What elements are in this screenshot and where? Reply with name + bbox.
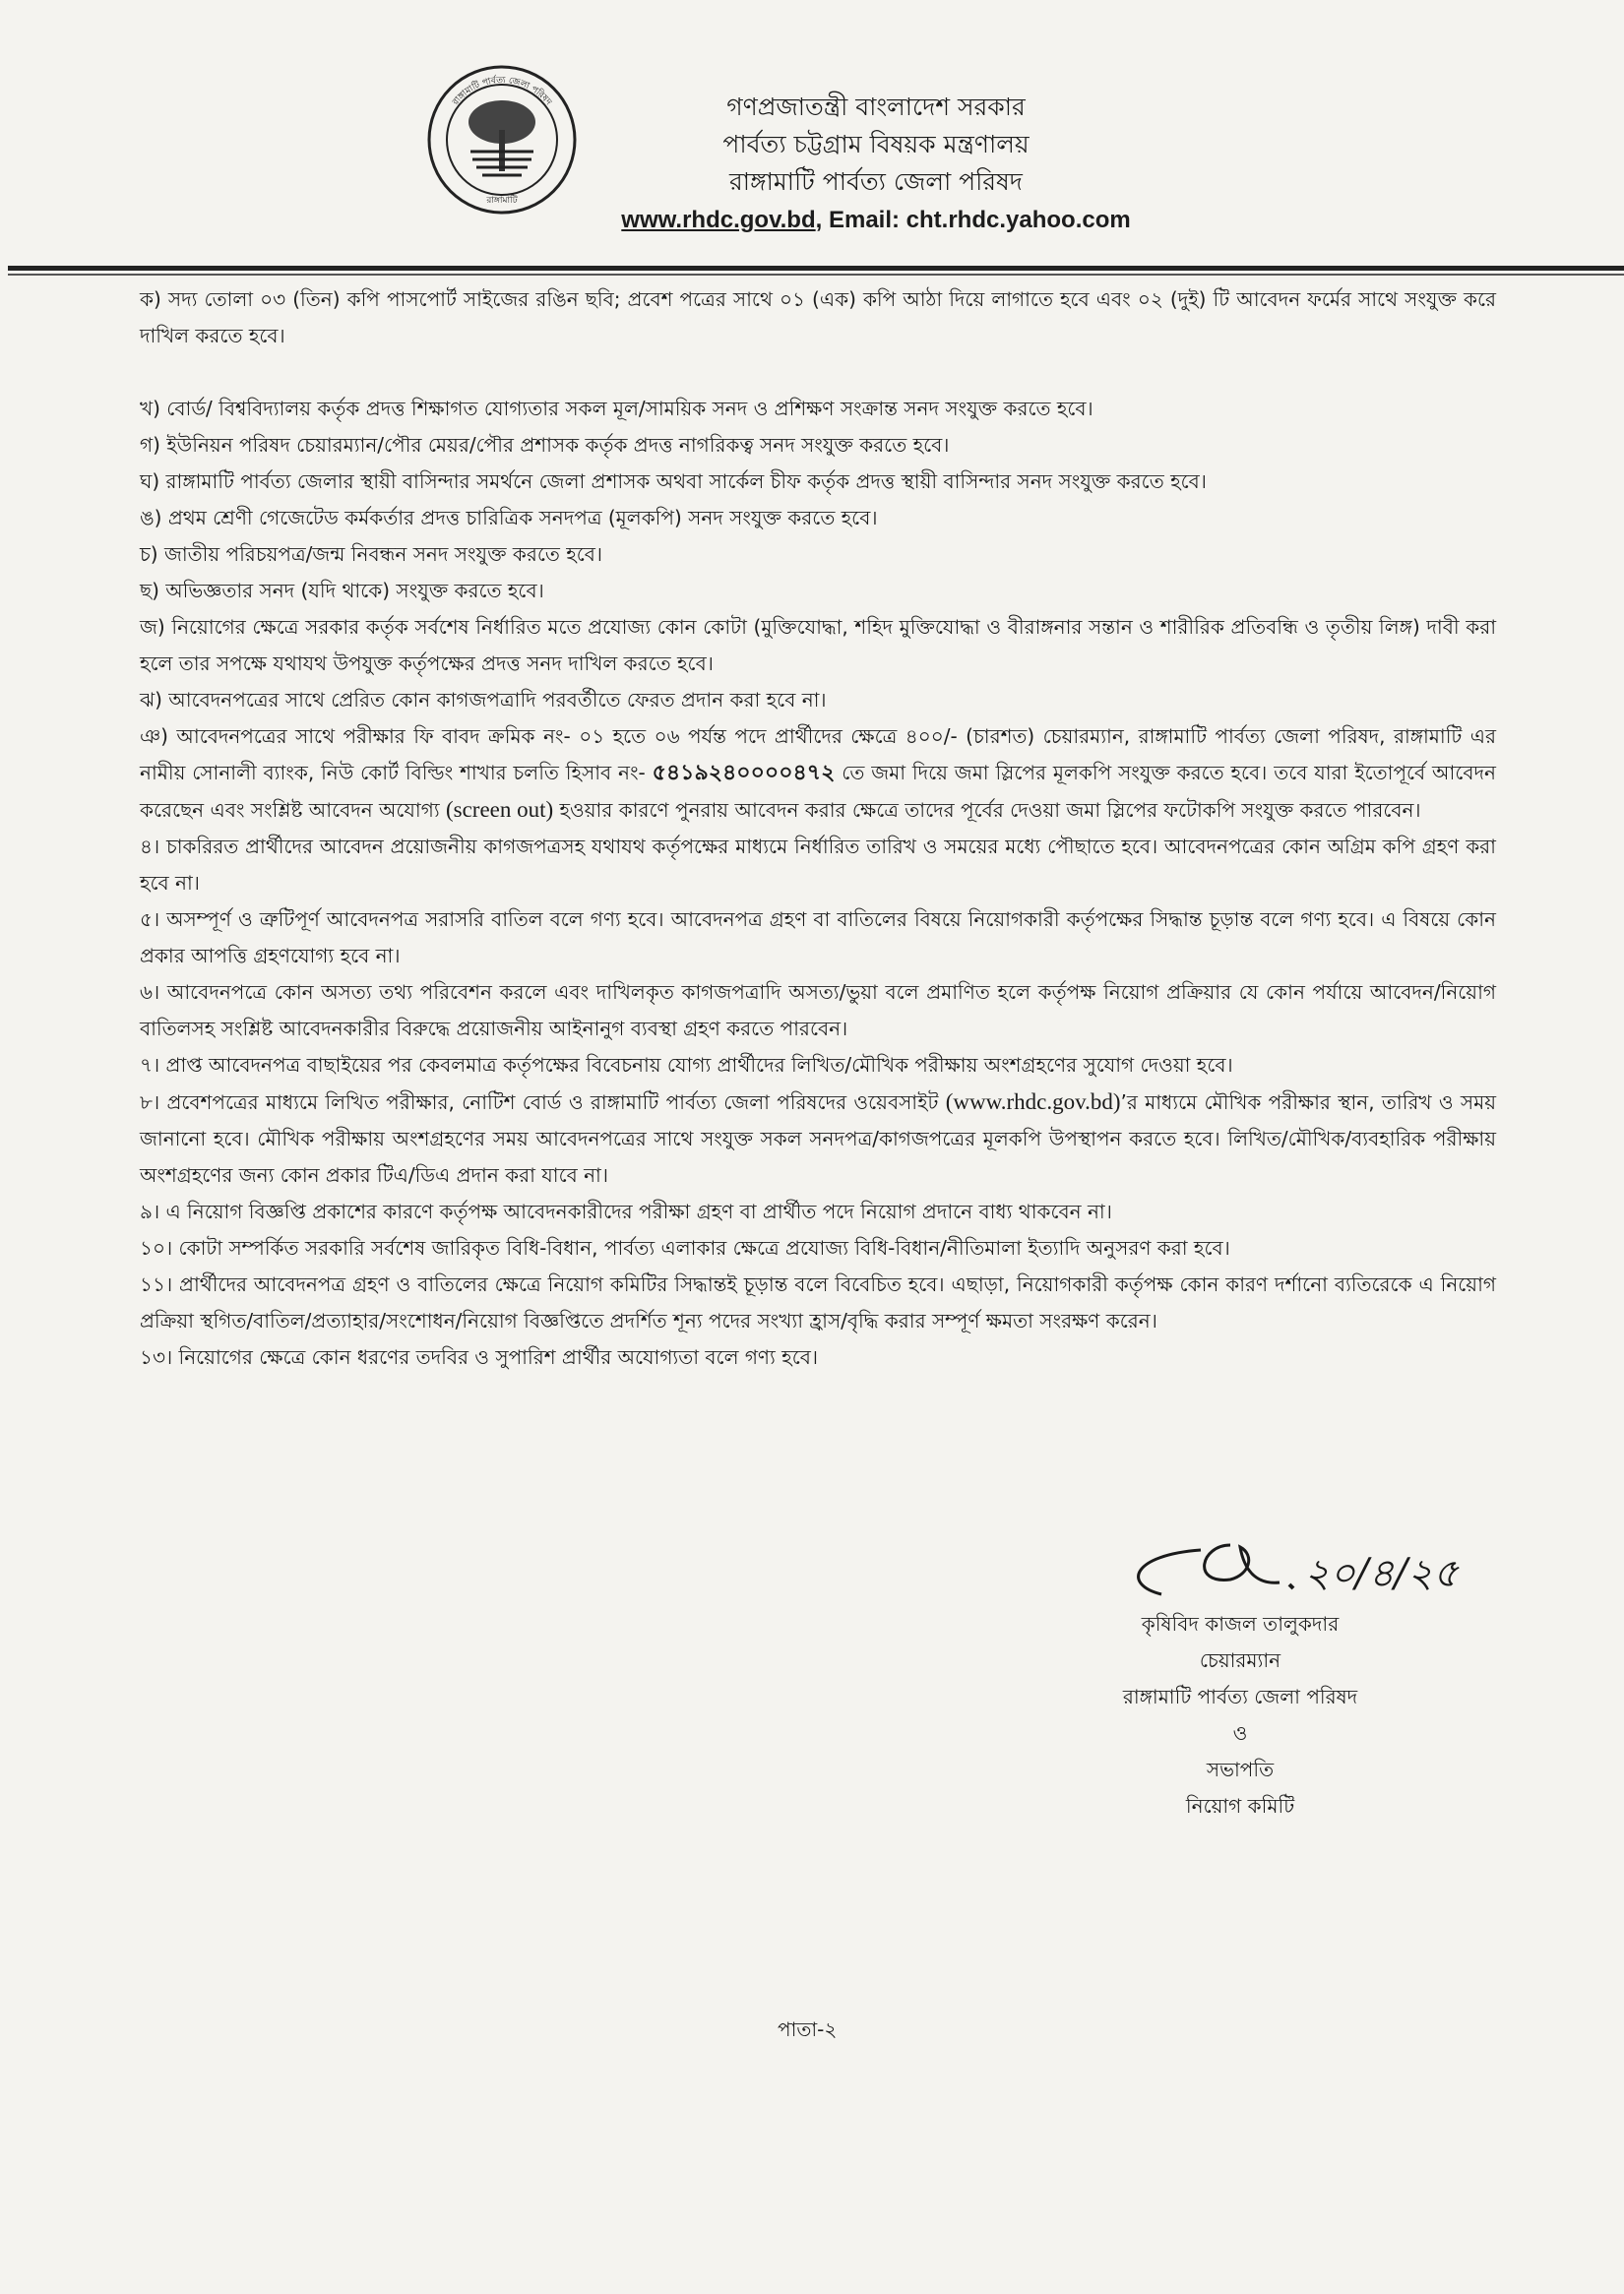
signatory-committee: নিয়োগ কমিটি (1185, 1794, 1295, 1818)
document-body (140, 281, 1496, 1376)
point-11: ১১। প্রার্থীদের আবেদনপত্র গ্রহণ ও বাতিলের ক্ষেত্রে নিয়োগ কমিটির সিদ্ধান্তই চূড়ান্ত বলে বিবেচিত হবে। এছাড়া, নিয়োগকারী কর্তৃপক্ষ কোন কারণ দর্শানো ব্যতিরেকে এ নিয়োগ প্রক্রিয়া স্থগিত/বাতিল/প্রত্যাহার/সংশোধন/নিয়োগ বিজ্ঞপ্তিতে প্রদর্শিত শূন্য পদের সংখ্যা হ্রাস/বৃদ্ধি করার সম্পূর্ণ ক্ষমতা সংরক্ষণ করেন। (140, 1272, 1496, 1333)
signatory-role: সভাপতি (1206, 1758, 1275, 1781)
letterhead (600, 89, 1152, 240)
signatory-block (1033, 1606, 1447, 1825)
council-logo (423, 61, 581, 218)
page-number: পাতা-২ (778, 2017, 838, 2041)
svg-text:রাঙ্গামাটি পার্বত্য জেলা পরিষদ: রাঙ্গামাটি পার্বত্য জেলা পরিষদ (451, 75, 553, 108)
point-13: ১৩। নিয়োগের ক্ষেত্রে কোন ধরণের তদবির ও সুপারিশ প্রার্থীর অযোগ্যতা বলে গণ্য হবে। (140, 1345, 819, 1369)
point-5: ৫। অসম্পূর্ণ ও ত্রুটিপূর্ণ আবেদনপত্র সরাসরি বাতিল বলে গণ্য হবে। আবেদনপত্র গ্রহণ বা বাতিলের বিষয়ে নিয়োগকারী কর্তৃপক্ষের সিদ্ধান্ত চূড়ান্ত বলে গণ্য হবে। এ বিষয়ে কোন প্রকার আপত্তি গ্রহণযোগ্য হবে না। (140, 907, 1496, 967)
item-ga: গ) ইউনিয়ন পরিষদ চেয়ারম্যান/পৌর মেয়র/পৌর প্রশাসক কর্তৃক প্রদত্ত নাগরিকত্ব সনদ সংযুক্ত করতে হবে। (140, 433, 950, 457)
item-umo: ঙ) প্রথম শ্রেণী গেজেটেড কর্মকর্তার প্রদত্ত চারিত্রিক সনদপত্র (মূলকপি) সনদ সংযুক্ত করতে হবে। (140, 506, 878, 529)
signatory-name: কৃষিবিদ কাজল তালুকদার (1141, 1612, 1340, 1636)
item-ja: জ) নিয়োগের ক্ষেত্রে সরকার কর্তৃক সর্বশেষ নির্ধারিত মতে প্রযোজ্য কোন কোটা (মুক্তিযোদ্ধা, শহিদ মুক্তিযোদ্ধা ও বীরাঙ্গনার সন্তান ও শারীরিক প্রতিবন্ধি ও তৃতীয় লিঙ্গ) দাবী করা হলে তার সপক্ষে যথাযথ উপযুক্ত কর্তৃপক্ষের প্রদত্ত সনদ দাখিল করতে হবে। (140, 615, 1496, 675)
point-6: ৬। আবেদনপত্রে কোন অসত্য তথ্য পরিবেশন করলে এবং দাখিলকৃত কাগজপত্রাদি অসত্য/ভুয়া বলে প্রমাণিত হলে কর্তৃপক্ষ নিয়োগ প্রক্রিয়ার যে কোন পর্যায়ে আবেদন/নিয়োগ বাতিলসহ সংশ্লিষ্ট আবেদনকারীর বিরুদ্ধে প্রয়োজনীয় আইনানুগ ব্যবস্থা গ্রহণ করতে পারবেন। (140, 980, 1496, 1040)
point-8: ৮। প্রবেশপত্রের মাধ্যমে লিখিত পরীক্ষার, নোটিশ বোর্ড ও রাঙ্গামাটি পার্বত্য জেলা পরিষদের ওয়েবসাইট (www.rhdc.gov.bd)’র মাধ্যমে মৌখিক পরীক্ষার স্থান, তারিখ ও সময় জানানো হবে। মৌখিক পরীক্ষায় অংশগ্রহণের সময় আবেদনপত্রের সাথে সংযুক্ত সকল সনদপত্র/কাগজপত্রের মূলকপি উপস্থাপন করতে হবে। লিখিত/মৌখিক/ব্যবহারিক পরীক্ষায় অংশগ্রহণের জন্য কোন প্রকার টিএ/ডিএ প্রদান করা যাবে না। (140, 1089, 1496, 1187)
header-council: রাঙ্গামাটি পার্বত্য জেলা পরিষদ (729, 167, 1023, 196)
point-10: ১০। কোটা সম্পর্কিত সরকারি সর্বশেষ জারিকৃত বিধি-বিধান, পার্বত্য এলাকার ক্ষেত্রে প্রযোজ্য বিধি-বিধান/নীতিমালা ইত্যাদি অনুসরণ করা হবে। (140, 1236, 1230, 1260)
signatory-title: চেয়ারম্যান (1199, 1648, 1281, 1672)
item-jha: ঝ) আবেদনপত্রের সাথে প্রেরিত কোন কাগজপত্রাদি পরবর্তীতে ফেরত প্রদান করা হবে না। (140, 688, 827, 712)
signatory-office: রাঙ্গামাটি পার্বত্য জেলা পরিষদ (1122, 1685, 1358, 1708)
website-reference: (www.rhdc.gov.bd) (945, 1089, 1121, 1114)
header-ministry: পার্বত্য চট্টগ্রাম বিষয়ক মন্ত্রণালয় (722, 130, 1030, 158)
header-divider-thin (8, 274, 1624, 276)
header-government: গণপ্রজাতন্ত্রী বাংলাদেশ সরকার (726, 93, 1026, 121)
header-divider-thick (8, 266, 1624, 271)
item-gha: ঘ) রাঙ্গামাটি পার্বত্য জেলার স্থায়ী বাসিন্দার সমর্থনে জেলা প্রশাসক অথবা সার্কেল চীফ কর্তৃক প্রদত্ত স্থায়ী বাসিন্দার সনদ সংযুক্ত করতে হবে। (140, 469, 1207, 493)
point-9: ৯। এ নিয়োগ বিজ্ঞপ্তি প্রকাশের কারণে কর্তৃপক্ষ আবেদনকারীদের পরীক্ষা গ্রহণ বা প্রার্থীত পদে নিয়োগ প্রদানে বাধ্য থাকবেন না। (140, 1200, 1112, 1223)
svg-text:রাঙ্গামাটি: রাঙ্গামাটি (486, 196, 518, 206)
email-text: , Email: cht.rhdc.yahoo.com (815, 207, 1131, 233)
item-chha: ছ) অভিজ্ঞতার সনদ (যদি থাকে) সংযুক্ত করতে হবে। (140, 579, 544, 602)
point-4: ৪। চাকরিরত প্রার্থীদের আবেদন প্রয়োজনীয় কাগজপত্রসহ যথাযথ কর্তৃপক্ষের মাধ্যমে নির্ধারিত তারিখ ও সময়ের মধ্যে পৌছাতে হবে। আবেদনপত্রের কোন অগ্রিম কপি গ্রহণ করা হবে না। (140, 835, 1496, 895)
point-7: ৭। প্রাপ্ত আবেদনপত্র বাছাইয়ের পর কেবলমাত্র কর্তৃপক্ষের বিবেচনায় যোগ্য প্রার্থীদের লিখিত/মৌখিক পরীক্ষায় অংশগ্রহণের সুযোগ দেওয়া হবে। (140, 1053, 1233, 1077)
item-cha: চ) জাতীয় পরিচয়পত্র/জন্ম নিবন্ধন সনদ সংযুক্ত করতে হবে। (140, 542, 603, 566)
signatory-and: ও (1232, 1721, 1248, 1745)
item-nya: ঞ) আবেদনপত্রের সাথে পরীক্ষার ফি বাবদ ক্রমিক নং- ০১ হতে ০৬ পর্যন্ত পদে প্রার্থীদের ক্ষেত্রে ৪০০/- (চারশত) চেয়ারম্যান, রাঙ্গামাটি পার্বত্য জেলা পরিষদ, রাঙ্গামাটি এর নামীয় সোনালী ব্যাংক, নিউ কোর্ট বিল্ডিং শাখার চলতি হিসাব নং- ৫৪১৯২৪০০০০৪৭২ তে জমা দিয়ে জমা স্লিপের মূলকপি সংযুক্ত করতে হবে। তবে যারা ইতোপূর্বে আবেদন করেছেন এবং সংশ্লিষ্ট আবেদন অযোগ্য (screen out) হওয়ার কারণে পুনরায় আবেদন করার ক্ষেত্রে তাদের পূর্বের দেওয়া জমা স্লিপের ফটোকপি সংযুক্ত করতে পারবেন। (140, 724, 1496, 822)
item-kha: খ) বোর্ড/ বিশ্ববিদ্যালয় কর্তৃক প্রদত্ত শিক্ষাগত যোগ্যতার সকল মূল/সাময়িক সনদ ও প্রশিক্ষণ সংক্রান্ত সনদ সংযুক্ত করতে হবে। (140, 397, 1093, 420)
header-contact (600, 201, 1152, 240)
bank-account-number: ৫৪১৯২৪০০০০৪৭২ (652, 761, 836, 785)
website-link[interactable]: www.rhdc.gov.bd (621, 207, 816, 233)
item-ka: ক) সদ্য তোলা ০৩ (তিন) কপি পাসপোর্ট সাইজের রঙিন ছবি; প্রবেশ পত্রের সাথে ০১ (এক) কপি আঠা দিয়ে লাগাতে হবে এবং ০২ (দুই) টি আবেদন ফর্মের সাথে সংযুক্ত করে দাখিল করতে হবে। (140, 287, 1496, 347)
signature-date: ২০/৪/২৫ (1304, 1551, 1459, 1596)
